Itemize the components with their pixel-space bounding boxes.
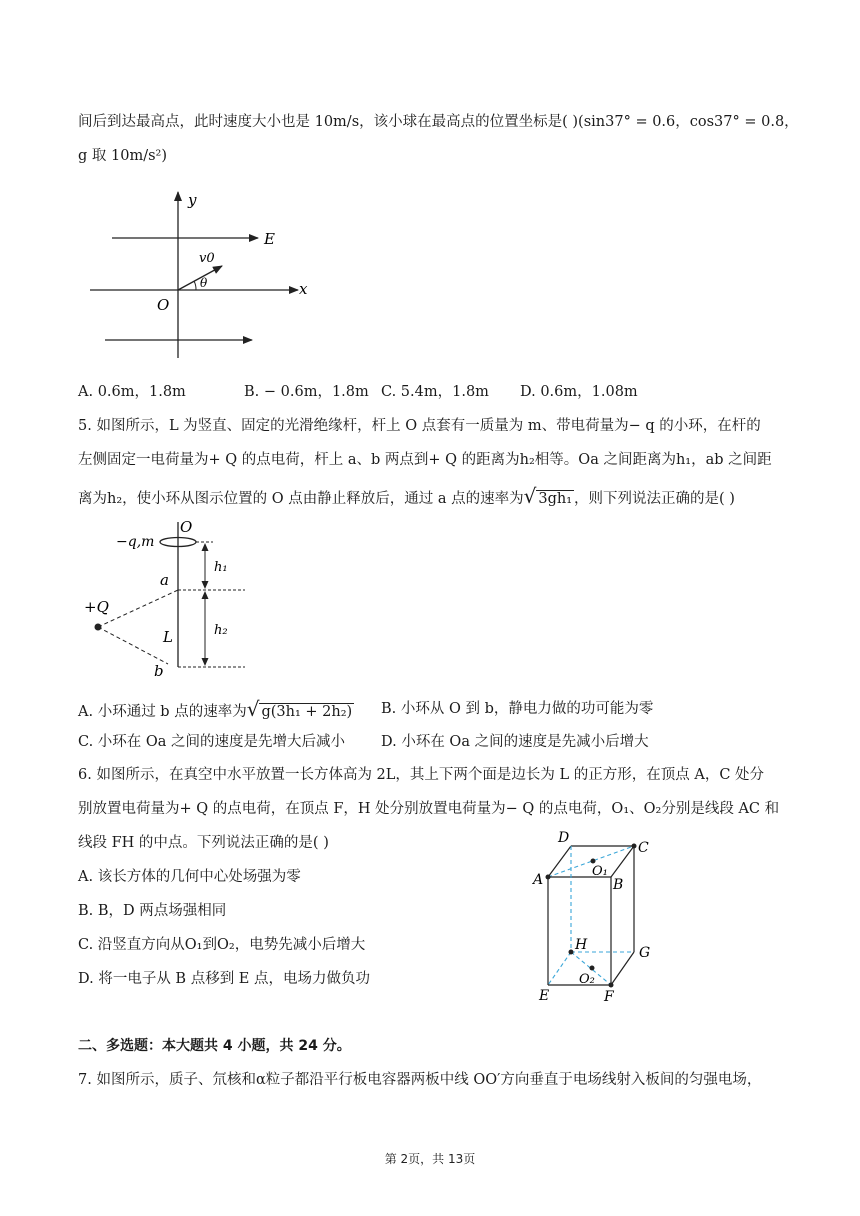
- q6-dot-A: [546, 875, 551, 880]
- q5-label-a: a: [160, 571, 169, 589]
- q6-dot-H: [569, 950, 574, 955]
- q6-option-c[interactable]: C. 沿竖直方向从O₁到O₂，电势先减小后增大: [78, 937, 366, 953]
- q5-label-Q: +Q: [84, 598, 109, 616]
- q4-option-a[interactable]: A. 0.6m，1.8m: [78, 384, 186, 400]
- q5-label-L: L: [163, 628, 173, 646]
- q6-option-a[interactable]: A. 该长方体的几何中心处场强为零: [78, 869, 301, 885]
- q6-option-d[interactable]: D. 将一电子从 B 点移到 E 点，电场力做负功: [78, 971, 371, 987]
- q5-option-b[interactable]: B. 小环从 O 到 b，静电力做的功可能为零: [381, 701, 654, 717]
- q4-line-1: 间后到达最高点，此时速度大小也是 10m/s，该小球在最高点的位置坐标是( )(sin37° = 0.6，cos37° = 0.8，: [78, 114, 799, 130]
- q5-label-b: b: [154, 662, 164, 680]
- q7-line-1: 7. 如图所示，质子、氘核和α粒子都沿平行板电容器两板中线 OO′方向垂直于电场线射入板间的匀强电场，: [78, 1072, 762, 1088]
- q5-label-h1: h₁: [214, 560, 228, 575]
- q5-line-3-post: ，则下列说法正确的是( ): [574, 491, 735, 507]
- q6-label-C: C: [638, 840, 649, 856]
- q5-label-O: O: [180, 518, 193, 536]
- q6-label-D: D: [558, 830, 570, 846]
- q5-option-a-pre: A. 小环通过 b 点的速率为: [78, 704, 247, 720]
- q4-label-E: E: [264, 230, 275, 248]
- q5-sqrt-sign: √: [523, 484, 537, 508]
- q4-label-v0: v0: [199, 251, 215, 266]
- page-footer: 第 2页，共 13页: [384, 1152, 476, 1166]
- q6-line-1: 6. 如图所示，在真空中水平放置一长方体高为 2L，其上下两个面是边长为 L 的正方形，在顶点 A，C 处分: [78, 767, 765, 783]
- q6-dot-O2: [590, 966, 595, 971]
- q6-line-2: 别放置电荷量为+ Q 的点电荷，在顶点 F，H 处分别放置电荷量为− Q 的点电荷，O₁、O₂分别是线段 AC 和: [78, 801, 780, 817]
- q5-line-2: 左侧固定一电荷量为+ Q 的点电荷，杆上 a、b 两点到+ Q 的距离为h₂相等。Oa 之间距离为h₁，ab 之间距: [78, 452, 772, 468]
- q5-line-3-pre: 离为h₂，使小环从图示位置的 O 点由静止释放后，通过 a 点的速率为: [78, 491, 524, 507]
- q6-label-E: E: [539, 988, 550, 1004]
- q6-label-A: A: [533, 872, 544, 888]
- q5-option-a-sqrt: g(3h₁ + 2h₂): [261, 704, 353, 720]
- q6-dot-C: [632, 844, 637, 849]
- q6-label-H: H: [575, 937, 588, 953]
- section-2-title: 二、多选题：本大题共 4 小题，共 24 分。: [78, 1038, 351, 1054]
- q6-dot-F: [609, 983, 614, 988]
- q6-label-O1: O₁: [592, 864, 608, 879]
- q5-sqrt-content: 3gh₁: [538, 491, 573, 507]
- q6-line-3: 线段 FH 的中点。下列说法正确的是( ): [78, 835, 329, 851]
- q5-line-1: 5. 如图所示，L 为竖直、固定的光滑绝缘杆，杆上 O 点套有一质量为 m、带电荷量为− q 的小环，在杆的: [78, 418, 761, 434]
- q5-option-d[interactable]: D. 小环在 Oa 之间的速度是先减小后增大: [381, 734, 649, 750]
- q5-label-h2: h₂: [214, 623, 228, 638]
- q5-label-qm: −q,m: [116, 534, 155, 550]
- q6-dot-O1: [591, 859, 596, 864]
- q6-option-b[interactable]: B. B，D 两点场强相同: [78, 903, 227, 919]
- q4-label-O: O: [157, 296, 170, 314]
- q4-option-b[interactable]: B. − 0.6m，1.8m: [244, 384, 369, 400]
- q6-label-O2: O₂: [579, 972, 595, 987]
- q4-line-2: g 取 10m/s²): [78, 148, 167, 164]
- q5-option-c[interactable]: C. 小环在 Oa 之间的速度是先增大后减小: [78, 734, 346, 750]
- q5-option-a-sqrt-sign: √: [246, 697, 260, 721]
- q4-label-theta: θ: [200, 276, 208, 290]
- q4-option-d[interactable]: D. 0.6m，1.08m: [520, 384, 638, 400]
- q6-label-B: B: [613, 877, 624, 893]
- q4-label-y: y: [188, 191, 197, 209]
- q6-label-F: F: [604, 989, 614, 1005]
- q4-label-x: x: [299, 280, 308, 298]
- q4-option-c[interactable]: C. 5.4m，1.8m: [381, 384, 489, 400]
- q6-label-G: G: [639, 945, 651, 961]
